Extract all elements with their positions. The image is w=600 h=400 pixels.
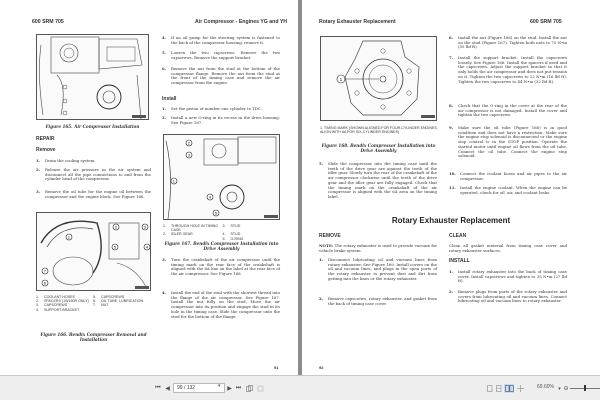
figure-167-image: [163, 134, 280, 220]
figure-166-image: [36, 212, 151, 291]
svg-text:3: 3: [187, 152, 190, 158]
svg-text:2: 2: [187, 140, 190, 146]
clean-heading: CLEAN: [449, 233, 467, 239]
repair-heading: REPAIR: [36, 136, 55, 142]
prev-page-icon[interactable]: ◀: [165, 386, 170, 392]
page-number: 92: [319, 365, 324, 370]
last-page-icon[interactable]: ⏭: [235, 385, 242, 391]
install-step-2: 2. Install a new O-ring in its recess in the drive housing. See Figure 167.: [162, 115, 280, 125]
svg-text:5: 5: [214, 210, 217, 216]
svg-text:1: 1: [67, 234, 70, 240]
install-step-4: 4. Install the end of the stud with the shortest thread into the flange of the air compressor. See Figure 167. Install the nut fully on the stud. Move the air compressor into its position and engage the stud in its hole in the timing case. Slide the compressor onto the stud for the bottom of the flange.: [162, 290, 281, 319]
page-number-input[interactable]: 99 / 132: [173, 383, 225, 393]
svg-text:1: 1: [172, 178, 175, 184]
install-step-6: 6. Install the nut (Figure 166) on the stud. Install the nut on the stud (Figure 167). Tighten both nuts to 75 N•m (55 lbf ft).: [449, 35, 567, 50]
svg-text:7: 7: [43, 268, 46, 274]
install-step-5: 5. Slide the compressor into the timing case until the teeth of the drive gear are against the teeth of the idler gear. Slowly turn the rear of the crankshaft of the air compressor clockwise until the teeth of the drive gear and the idler gear are fully engaged. Check that the timing mark on the crankshaft of the air compressor is aligned with the 6A area on the timing label.: [319, 161, 437, 199]
continuous-view-icon[interactable]: [495, 384, 502, 393]
figure-168-image: [320, 36, 437, 121]
remove-step-1: 1. Drain the cooling system.: [36, 158, 96, 163]
zoom-out-icon[interactable]: ⊖: [563, 386, 569, 392]
install-heading: INSTALL: [449, 258, 470, 264]
install-step-8: 8. Check that the O-ring in the cover at the rear of the air compressor is not damaged. Install the cover and tighten the two capscrews.: [449, 103, 567, 118]
svg-text:2: 2: [114, 224, 117, 230]
install-step-3: 3. Turn the crankshaft of the air compressor until the timing mark on the rear face of the crankshaft is aligned with the 6A line on the label at the rear face of the air compressor. See Figure 168.: [162, 257, 280, 277]
remove-heading: Remove: [36, 147, 56, 153]
figure-167-legend: 1. THROUGH HOLE IN TIMING CASE 3. STUD 2. IDLER GEAR 4. STUD 5. O-RING: [163, 224, 244, 241]
install-heading: Install: [162, 96, 177, 102]
running-header-left: 600 SRM 705: [32, 19, 64, 25]
section-title: Rotary Exhauster Replacement: [391, 216, 511, 225]
two-page-continuous-icon[interactable]: [516, 384, 524, 393]
single-page-view-icon[interactable]: [486, 384, 493, 393]
note: NOTE: The rotary exhauster is used to provide vacuum for vehicle brake system.: [319, 243, 437, 253]
figure-166-legend: 1. COOLANT HOSES 5. CAPSCREWS 2. SPACERS (1W150R ONLY) 6. OIL TUBE, LUBRICATION 3. CAPSCREWS 7. NUT 4. SUPPORT BRACKET: [36, 295, 144, 312]
zoom-dropdown-icon[interactable]: ▾: [558, 385, 561, 392]
running-header-right: 600 SRM 705: [530, 19, 562, 25]
install-step-11: 11. Install the engine coolant. When the engine can be operated, check for oil, air, and coolant leaks.: [449, 185, 567, 195]
rx-install-step-2: 2. Remove plugs from ports of the rotary exhauster and covers from lubricating oil and vacuum lines. Connect lubricating oil and vacuum lines to rotary exhauster.: [449, 289, 567, 304]
running-header-left: Rotary Exhauster Replacement: [319, 19, 396, 25]
svg-text:5: 5: [113, 244, 116, 250]
svg-text:6: 6: [43, 280, 46, 286]
next-page-icon[interactable]: ▶: [227, 386, 232, 392]
running-header-right: Air Compressor - Engines YG and YH: [195, 19, 288, 25]
install-step-10: 10. Connect the coolant hoses and air pipes to the air compressor.: [449, 171, 567, 181]
remove-step-5: 5. Loosen the two capscrews. Remove the two capscrews. Remove the support bracket.: [162, 50, 280, 60]
svg-text:4: 4: [145, 244, 148, 250]
figure-167-caption: Figure 167. Bendix Compressor Installation into Drive Assembly: [164, 241, 279, 251]
install-step-9: 9. Make sure the oil tube (Figure 166) is in good condition and does not have a restriction. Make sure the engine stop solenoid is disconnected or the engine stop control is in the STOP position. Operate the started motor until engine oil flows from the oil tube. Connect the oil tube. Connect the engine stop solenoid.: [449, 125, 567, 159]
figure-165-caption: Figure 165. Air Compressor Installation: [45, 124, 140, 129]
page-number: 91: [274, 365, 279, 370]
svg-text:3: 3: [143, 224, 146, 230]
remove-step-3: 3. Remove the oil tube for the engine oil between the compressor and the engine block. See Figure 166.: [36, 189, 151, 199]
figure-168-legend: 1. TIMING MARK (SHOWN ALIGNED FOR FOUR-CYLINDER ENGINES, ALIGN WITH 6A FOR SIX-CYLINDER ENGINES): [320, 126, 438, 135]
remove-step-2: 2. Release the air pressure in the air system and disconnect all the pipe connections to and from the cylinder head of the compressor.: [36, 167, 151, 182]
install-step-7: 7. Install the support bracket. Install the capscrews loosely. See Figure 166. Install the spacers if used and the capscrews. Adjust the support bracket so that it only holds the air compressor and does not put tension on it. Tighten the two capscrews to 22 N•m (16 lbf ft). Tighten the two capscrews to 44 N•m (32 lbf ft).: [449, 55, 567, 84]
install-step-1: 1. Set the piston of number one cylinder to TDC.: [162, 106, 262, 111]
zoom-level[interactable]: 69.60%: [537, 384, 554, 390]
remove-step-6: 6. Remove the nut from the stud at the bottom of the compressor flange. Remove the nut from the stud at the front of the timing case and remove the air compressor from the engine.: [162, 66, 280, 86]
page-91: [0, 0, 298, 375]
remove-step-4: 4. If an oil pump for the steering system is fastened to the back of the compressor housing, remove it.: [162, 35, 280, 45]
rx-install-step-1: 1. Install rotary exhauster into the back of timing case cover. Install capscrews and tighten to 35 N•m (27 lbf ft).: [449, 269, 567, 284]
page-92: [302, 0, 600, 375]
figure-165-image: [36, 34, 149, 120]
first-page-icon[interactable]: ⏮: [155, 385, 161, 391]
two-page-view-icon[interactable]: [504, 384, 514, 393]
rx-remove-step-1: 1. Disconnect lubricating oil and vacuum lines from rotary exhauster. See Figure 169. Install covers on the oil and vacuum lines, and plugs in the open ports of the rotary exhauster to prevent dust and dirt from getting into the lines or the rotary exhauster.: [319, 257, 437, 281]
navigation-toolbar: [0, 375, 600, 400]
copy-page-icon[interactable]: [256, 384, 265, 393]
svg-text:4: 4: [208, 194, 211, 200]
chevron-down-icon[interactable]: ▾: [218, 383, 221, 389]
svg-text:1: 1: [339, 76, 343, 82]
rotate-view-icon[interactable]: [245, 384, 254, 393]
rx-remove-step-2: 2. Remove capscrews, rotary exhauster, and gasket from the back of timing case cover.: [319, 296, 437, 306]
zoom-slider-thumb[interactable]: [584, 385, 586, 391]
figure-168-caption: Figure 168. Bendix Compressor Installation into Drive Assembly: [321, 143, 436, 153]
remove-heading: REMOVE: [319, 233, 341, 239]
clean-text: Clean all gasket material from timing case cover and rotary exhauster surfaces.: [449, 243, 567, 253]
figure-166-caption: Figure 166. Bendix Compressor Removal and Installation: [40, 332, 147, 342]
